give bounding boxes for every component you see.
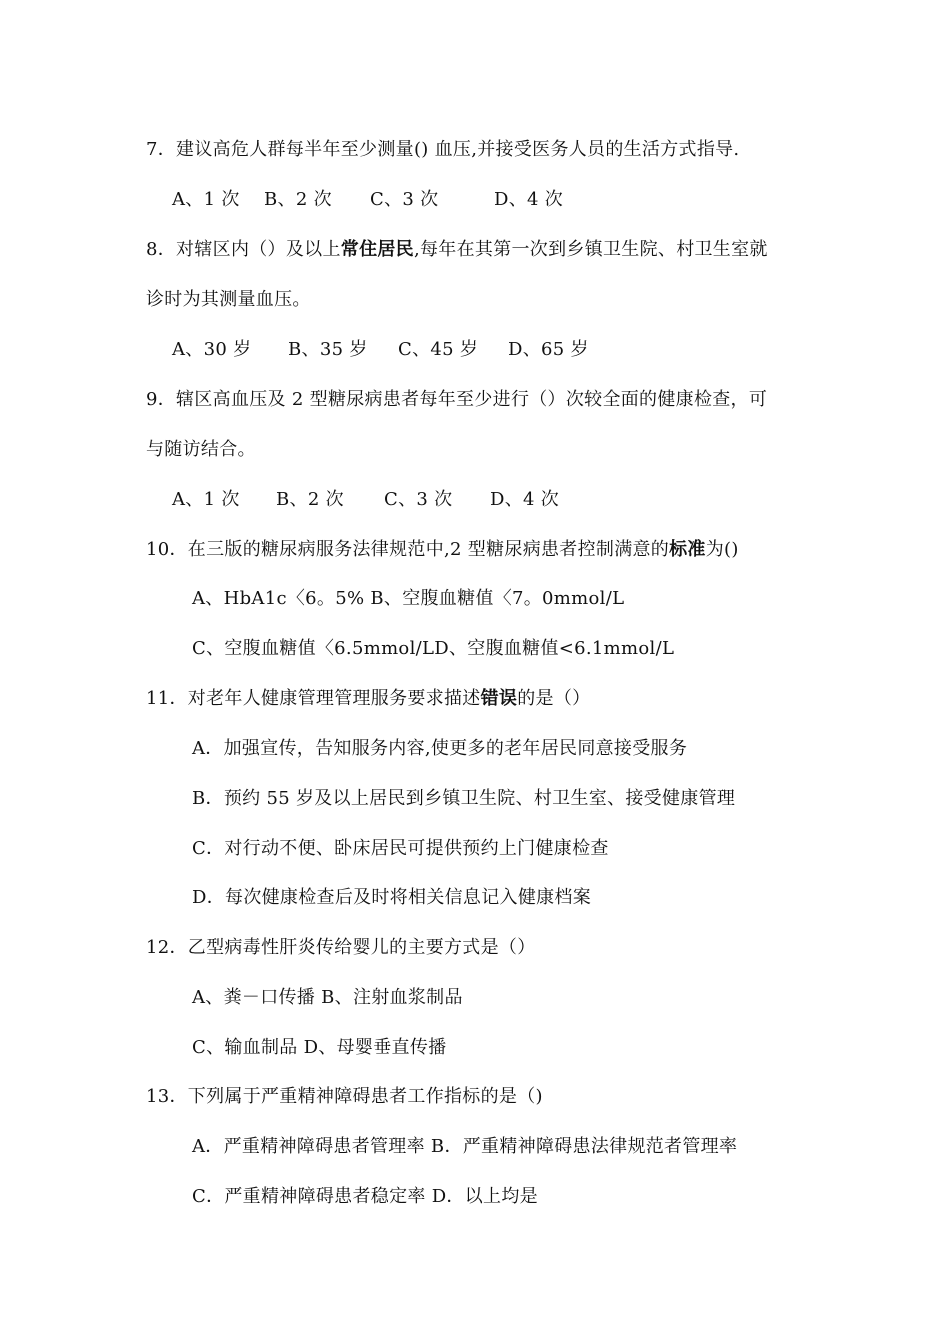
- question-10-emphasis: 标准: [669, 539, 706, 560]
- question-10-options-line1: A、HbA1c〈6。5% B、空腹血糖值〈7。0mmol/L: [192, 588, 625, 609]
- question-11-stem: [146, 687, 590, 711]
- question-8-stem-line2: 诊时为其测量血压。: [146, 289, 311, 310]
- question-9-stem: 9．辖区高血压及 2 型糖尿病患者每年至少进行（）次较全面的健康检查，可: [146, 389, 768, 410]
- question-8-emphasis: 常住居民: [340, 239, 414, 260]
- option-b: B、2 次: [264, 189, 332, 210]
- question-11-option-b: B．预约 55 岁及以上居民到乡镇卫生院、村卫生室、接受健康管理: [192, 788, 736, 809]
- question-9-stem-line2: 与随访结合。: [146, 439, 256, 460]
- question-9-options: [172, 488, 559, 512]
- option-c: C、3 次: [384, 489, 453, 510]
- question-12-stem: 12．乙型病毒性肝炎传给婴儿的主要方式是（）: [146, 937, 536, 958]
- option-a: A、30 岁: [172, 339, 252, 360]
- question-11-option-d: D．每次健康检查后及时将相关信息记入健康档案: [192, 887, 592, 908]
- option-c: C、3 次: [370, 189, 439, 210]
- question-13-options-line1: A．严重精神障碍患者管理率 B．严重精神障碍患法律规范者管理率: [192, 1136, 738, 1157]
- question-10-options-line2: C、空腹血糖值〈6.5mmol/LD、空腹血糖值<6.1mmol/L: [192, 638, 675, 659]
- question-11-emphasis: 错误: [480, 688, 518, 709]
- option-a: A、1 次: [172, 189, 240, 210]
- question-12-options-line2: C、输血制品 D、母婴垂直传播: [192, 1037, 447, 1058]
- question-11-stem-part1: 11．对老年人健康管理管理服务要求描述: [146, 688, 481, 709]
- question-11-option-c: C．对行动不便、卧床居民可提供预约上门健康检查: [192, 838, 609, 859]
- question-11-option-a: A．加强宣传，告知服务内容,使更多的老年居民同意接受服务: [192, 738, 688, 759]
- question-10-stem-part3: 为(): [705, 539, 739, 560]
- question-8-stem-part3: ,每年在其第一次到乡镇卫生院、村卫生室就: [413, 239, 768, 260]
- option-b: B、35 岁: [288, 339, 368, 360]
- question-13-options-line2: C．严重精神障碍患者稳定率 D．以上均是: [192, 1186, 538, 1207]
- question-8-stem-part1: 8．对辖区内（）及以上: [146, 239, 341, 260]
- option-d: D、4 次: [490, 489, 560, 510]
- option-d: D、4 次: [494, 189, 564, 210]
- option-b: B、2 次: [276, 489, 344, 510]
- question-10-stem: [146, 538, 739, 562]
- question-8-options: [172, 338, 589, 362]
- question-10-stem-part1: 10．在三版的糖尿病服务法律规范中,2 型糖尿病患者控制满意的: [146, 539, 670, 560]
- question-7-stem: 7．建议高危人群每半年至少测量() 血压,并接受医务人员的生活方式指导.: [146, 139, 740, 160]
- question-13-stem: 13．下列属于严重精神障碍患者工作指标的是（): [146, 1086, 543, 1107]
- question-11-stem-part3: 的是（）: [517, 688, 591, 709]
- question-7-options: [172, 188, 563, 212]
- question-12-options-line1: A、粪－口传播 B、注射血浆制品: [192, 987, 463, 1008]
- option-c: C、45 岁: [398, 339, 479, 360]
- question-8-stem: [146, 238, 768, 262]
- option-d: D、65 岁: [508, 339, 589, 360]
- option-a: A、1 次: [172, 489, 240, 510]
